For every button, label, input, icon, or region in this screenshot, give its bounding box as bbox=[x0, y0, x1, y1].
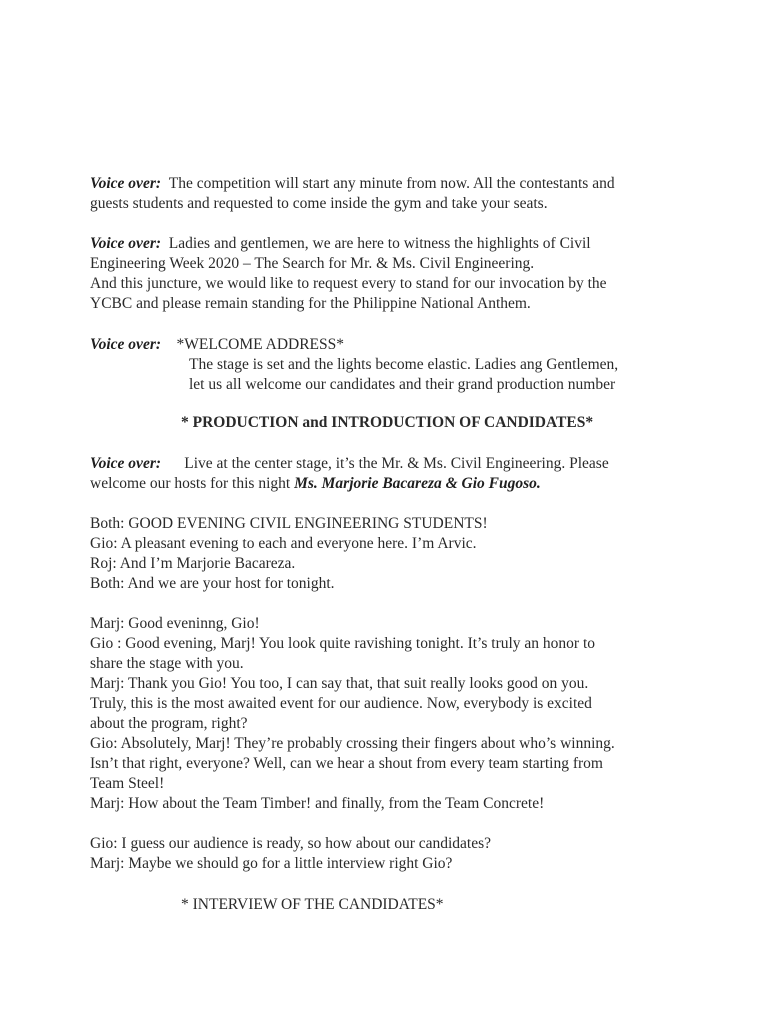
section-heading-interview: * INTERVIEW OF THE CANDIDATES* bbox=[181, 896, 444, 913]
paragraph-welcome-highlights bbox=[90, 234, 690, 314]
dialogue-line: Team Steel! bbox=[90, 775, 165, 792]
dialogue-line: Gio: I guess our audience is ready, so how about our candidates? bbox=[90, 835, 492, 852]
dialogue-line: Isn’t that right, everyone? Well, can we hear a shout from every team starting from bbox=[90, 755, 603, 772]
line-text: Ladies and gentlemen, we are here to witness the highlights of Civil bbox=[168, 235, 591, 252]
text-line bbox=[90, 454, 690, 474]
speaker-label: Voice over: bbox=[90, 455, 162, 472]
dialogue-line: share the stage with you. bbox=[90, 655, 244, 672]
paragraph-opening bbox=[90, 174, 690, 214]
text-line: And this juncture, we would like to request every to stand for our invocation by the bbox=[90, 275, 607, 292]
paragraph-welcome-address bbox=[90, 335, 690, 395]
dialogue-line: Roj: And I’m Marjorie Bacareza. bbox=[90, 555, 296, 572]
text-line: Engineering Week 2020 – The Search for Mr. & Ms. Civil Engineering. bbox=[90, 255, 535, 272]
speaker-label: Voice over: bbox=[90, 175, 162, 192]
speaker-label: Voice over: bbox=[90, 336, 162, 353]
text-line bbox=[90, 335, 690, 355]
host-names: Ms. Marjorie Bacareza & Gio Fugoso. bbox=[294, 475, 541, 492]
dialogue-line: Gio : Good evening, Marj! You look quite ravishing tonight. It’s truly an honor to bbox=[90, 635, 596, 652]
dialogue-line: Both: GOOD EVENING CIVIL ENGINEERING STUDENTS! bbox=[90, 515, 488, 532]
dialogue-block-banter bbox=[90, 614, 690, 814]
section-title: *WELCOME ADDRESS* bbox=[176, 336, 345, 353]
text-line bbox=[90, 234, 690, 254]
paragraph-host-intro bbox=[90, 454, 690, 494]
dialogue-line: about the program, right? bbox=[90, 715, 248, 732]
text-line bbox=[90, 174, 690, 194]
text-line bbox=[90, 474, 690, 494]
text-line: guests students and requested to come inside the gym and take your seats. bbox=[90, 195, 548, 212]
line-text: welcome our hosts for this night bbox=[90, 475, 295, 492]
text-line: The stage is set and the lights become elastic. Ladies ang Gentlemen, bbox=[189, 356, 619, 373]
text-line: YCBC and please remain standing for the Philippine National Anthem. bbox=[90, 295, 531, 312]
text-line: let us all welcome our candidates and their grand production number bbox=[189, 376, 616, 393]
dialogue-block-transition bbox=[90, 834, 690, 874]
dialogue-line: Gio: A pleasant evening to each and everyone here. I’m Arvic. bbox=[90, 535, 477, 552]
dialogue-line: Truly, this is the most awaited event for our audience. Now, everybody is excited bbox=[90, 695, 592, 712]
speaker-label: Voice over: bbox=[90, 235, 162, 252]
dialogue-line: Marj: Maybe we should go for a little interview right Gio? bbox=[90, 855, 453, 872]
dialogue-line: Marj: How about the Team Timber! and finally, from the Team Concrete! bbox=[90, 795, 545, 812]
dialogue-block-greeting bbox=[90, 514, 690, 594]
dialogue-line: Both: And we are your host for tonight. bbox=[90, 575, 335, 592]
dialogue-line: Gio: Absolutely, Marj! They’re probably crossing their fingers about who’s winning. bbox=[90, 735, 615, 752]
section-heading-production: * PRODUCTION and INTRODUCTION OF CANDIDATES* bbox=[181, 414, 594, 431]
dialogue-line: Marj: Thank you Gio! You too, I can say that, that suit really looks good on you. bbox=[90, 675, 589, 692]
dialogue-line: Marj: Good eveninng, Gio! bbox=[90, 615, 260, 632]
line-text: Live at the center stage, it’s the Mr. & Ms. Civil Engineering. Please bbox=[184, 455, 609, 472]
line-text: The competition will start any minute from now. All the contestants and bbox=[168, 175, 615, 192]
